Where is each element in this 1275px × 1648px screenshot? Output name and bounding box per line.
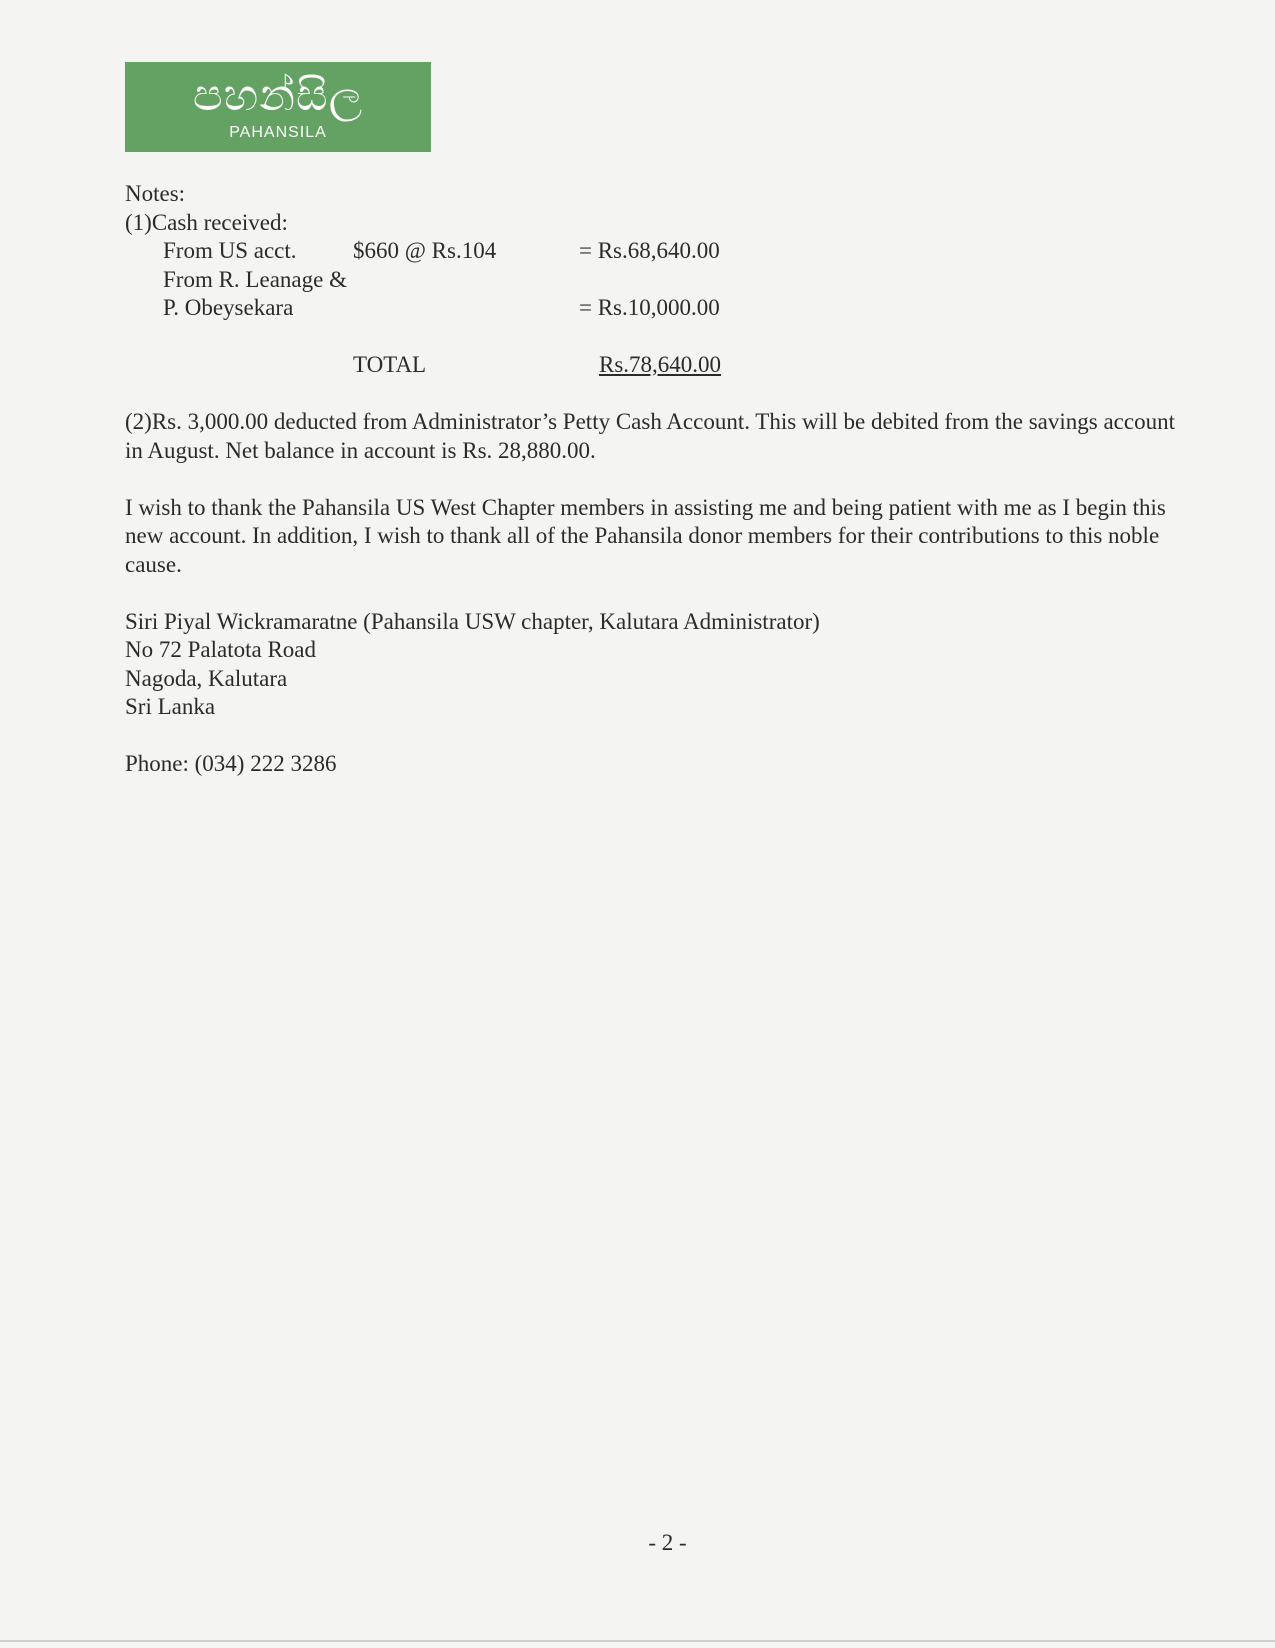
address-line-city: Nagoda, Kalutara: [125, 665, 288, 691]
page-number: - 2 -: [648, 1530, 687, 1555]
spacer: [125, 579, 1185, 608]
spacer: [125, 380, 1185, 409]
document-body: [125, 180, 1185, 779]
logo-text: PAHANSILA: [229, 124, 327, 141]
cash-received-heading: (1)Cash received:: [125, 209, 288, 235]
phone-number: Phone: (034) 222 3286: [125, 751, 337, 776]
cash-row-source: From US acct.: [163, 238, 297, 263]
spacer: [125, 323, 1185, 352]
cash-row-amount: = Rs.10,000.00: [579, 295, 720, 320]
spacer: [125, 465, 1185, 494]
note-2-paragraph: (2)Rs. 3,000.00 deducted from Administrator’s Petty Cash Account. This will be debited from the savings account in August. Net balance in account is Rs. 28,880.00.: [125, 409, 1175, 463]
cash-row-detail: $660 @ Rs.104: [353, 238, 497, 263]
cash-row-amount: = Rs.68,640.00: [579, 238, 720, 263]
address-line-country: Sri Lanka: [125, 694, 216, 719]
cash-row: [125, 237, 1185, 266]
page-bottom-edge: [0, 1640, 1275, 1642]
total-label: TOTAL: [353, 352, 427, 377]
thanks-paragraph: I wish to thank the Pahansila US West Chapter members in assisting me and being patient with me as I begin this new account. In addition, I wish to thank all of the Pahansila donor members for their contributions to this noble cause.: [125, 494, 1166, 577]
address-line-name: Siri Piyal Wickramaratne (Pahansila USW chapter, Kalutara Administrator): [125, 608, 820, 634]
logo-sinhala-text: පහන්සිල: [192, 70, 364, 121]
address-line-street: No 72 Palatota Road: [125, 637, 316, 662]
signature-address-block: [125, 608, 1185, 722]
total-amount: Rs.78,640.00: [599, 352, 722, 377]
cash-row-source: From R. Leanage &: [163, 266, 347, 292]
spacer: [125, 722, 1185, 751]
notes-heading: Notes:: [125, 181, 186, 206]
cash-row-source: P. Obeysekara: [163, 295, 294, 320]
cash-row: [125, 294, 1185, 323]
cash-row: [125, 266, 1185, 295]
pahansila-logo: [125, 62, 431, 152]
total-row: [125, 351, 1185, 380]
